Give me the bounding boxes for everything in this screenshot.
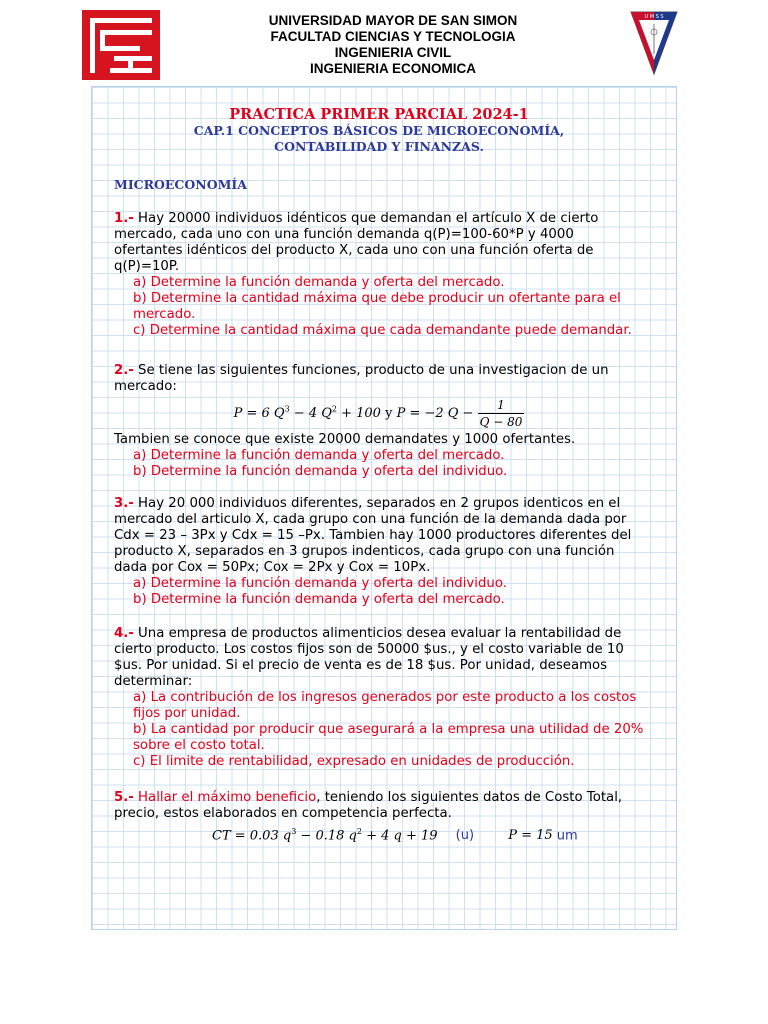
question-1-number: 1.- [114, 211, 134, 226]
header-university: UNIVERSIDAD MAYOR DE SAN SIMON [268, 13, 518, 28]
question-5-number: 5.- [114, 790, 134, 805]
header-faculty: FACULTAD CIENCIAS Y TECNOLOGIA [270, 29, 516, 44]
practice-title: PRACTICA PRIMER PARCIAL 2024-1 [229, 106, 529, 123]
question-4-c: c) El limite de rentabilidad, expresado en unidades de producción. [133, 754, 575, 769]
fcyt-logo [82, 10, 160, 80]
question-1-b: b) Determine la cantidad máxima que debe producir un ofertante para el mercado. [133, 291, 621, 322]
eq-price-unit: um [556, 828, 578, 844]
question-1 [114, 211, 644, 339]
question-1-text: Hay 20000 individuos idénticos que demandan el artículo X de cierto mercado, cada uno con una función demanda q(P)=100-60*P y 4000 ofertantes idénticos del producto X, cada uno con una función oferta de q(P)=10P. [114, 211, 599, 274]
umss-logo-text: U M S S [644, 14, 664, 20]
question-2-equations [114, 397, 644, 430]
eq-fraction-denominator: Q − 80 [479, 415, 523, 429]
eq-p2: P = −2 Q − [396, 406, 474, 421]
chapter-subtitle-line-2: CONTABILIDAD Y FINANZAS. [274, 139, 484, 154]
question-3-a: a) Determine la función demanda y oferta del individuo. [133, 576, 507, 591]
question-1-c: c) Determine la cantidad máxima que cada demandante puede demandar. [133, 323, 632, 338]
question-2-b: b) Determine la función demanda y oferta del individuo. [133, 464, 508, 479]
question-4-text: Una empresa de productos alimenticios desea evaluar la rentabilidad de cierto producto. Los costos fijos son de 50000 $us., y el costo variable de 10 $us. Por unidad. Si el precio de venta es de 18 $us. Por unidad, deseamos determinar: [114, 626, 624, 689]
document-body [114, 106, 644, 846]
question-2-text: Se tiene las siguientes funciones, producto de una investigacion de un mercado: [114, 363, 609, 394]
eq-conjunction: y [380, 406, 397, 421]
question-5-highlight: Hallar el máximo beneficio [133, 790, 317, 805]
question-5-equation [114, 824, 644, 844]
eq-ct-unit: (u) [455, 828, 475, 844]
chapter-subtitle-line-1: CAP.1 CONCEPTOS BÁSICOS DE MICROECONOMÍA, [193, 123, 565, 138]
question-5 [114, 790, 644, 844]
question-2-number: 2.- [114, 363, 134, 378]
section-heading-microeconomia: MICROECONOMÍA [114, 177, 247, 192]
eq-p1-exp1: 3 [284, 404, 290, 414]
question-4 [114, 626, 644, 770]
question-3-number: 3.- [114, 496, 134, 511]
eq-price: P = 15 [508, 828, 553, 844]
umss-shield-logo [630, 10, 678, 76]
question-2-text-2: Tambien se conoce que existe 20000 demandates y 1000 ofertantes. [114, 432, 576, 447]
eq-p2-fraction [478, 397, 525, 430]
eq-ct-exp1: 3 [291, 827, 297, 836]
question-2 [114, 363, 644, 480]
question-4-b: b) La cantidad por producir que asegurará a la empresa una utilidad de 20% sobre el costo total. [133, 722, 644, 753]
eq-p1-exp2: 2 [331, 404, 337, 414]
question-3-text: Hay 20 000 individuos diferentes, separados en 2 grupos identicos en el mercado del articulo X, cada grupo con una función de la demanda dada por Cdx = 23 – 3Px y Cdx = 15 –Px. Tambien hay 1000 productores diferentes del producto X, separados en 3 grupos indenticos, cada grupo con una función dada por Cox = 50Px; Cox = 2Px y Cox = 10Px. [114, 496, 632, 575]
header-subject: INGENIERIA ECONOMICA [309, 61, 476, 76]
eq-p1-term3: + 100 [336, 406, 381, 421]
eq-ct-term3: + 4 q + 19 [361, 828, 438, 844]
question-3 [114, 496, 644, 608]
eq-ct-exp2: 2 [356, 827, 362, 836]
question-4-number: 4.- [114, 626, 134, 641]
header-career: INGENIERIA CIVIL [334, 45, 452, 60]
eq-ct-term1: CT = 0.03 q [212, 828, 292, 844]
question-1-a: a) Determine la función demanda y oferta del mercado. [133, 275, 505, 290]
question-4-a: a) La contribución de los ingresos generados por este producto a los costos fijos por unidad. [133, 690, 637, 721]
eq-ct-term2: − 0.18 q [296, 828, 357, 844]
eq-p1-term1: = 6 Q [242, 406, 285, 421]
document-header [180, 13, 606, 77]
question-5-text: , teniendo los siguientes datos de Costo Total, precio, estos elaborados en competencia perfecta. [114, 790, 623, 821]
eq-p1-lhs: P [233, 406, 243, 421]
eq-fraction-numerator: 1 [478, 397, 525, 414]
eq-p1-term2: − 4 Q [289, 406, 332, 421]
question-2-a: a) Determine la función demanda y oferta del mercado. [133, 448, 505, 463]
question-3-b: b) Determine la función demanda y oferta del mercado. [133, 592, 505, 607]
